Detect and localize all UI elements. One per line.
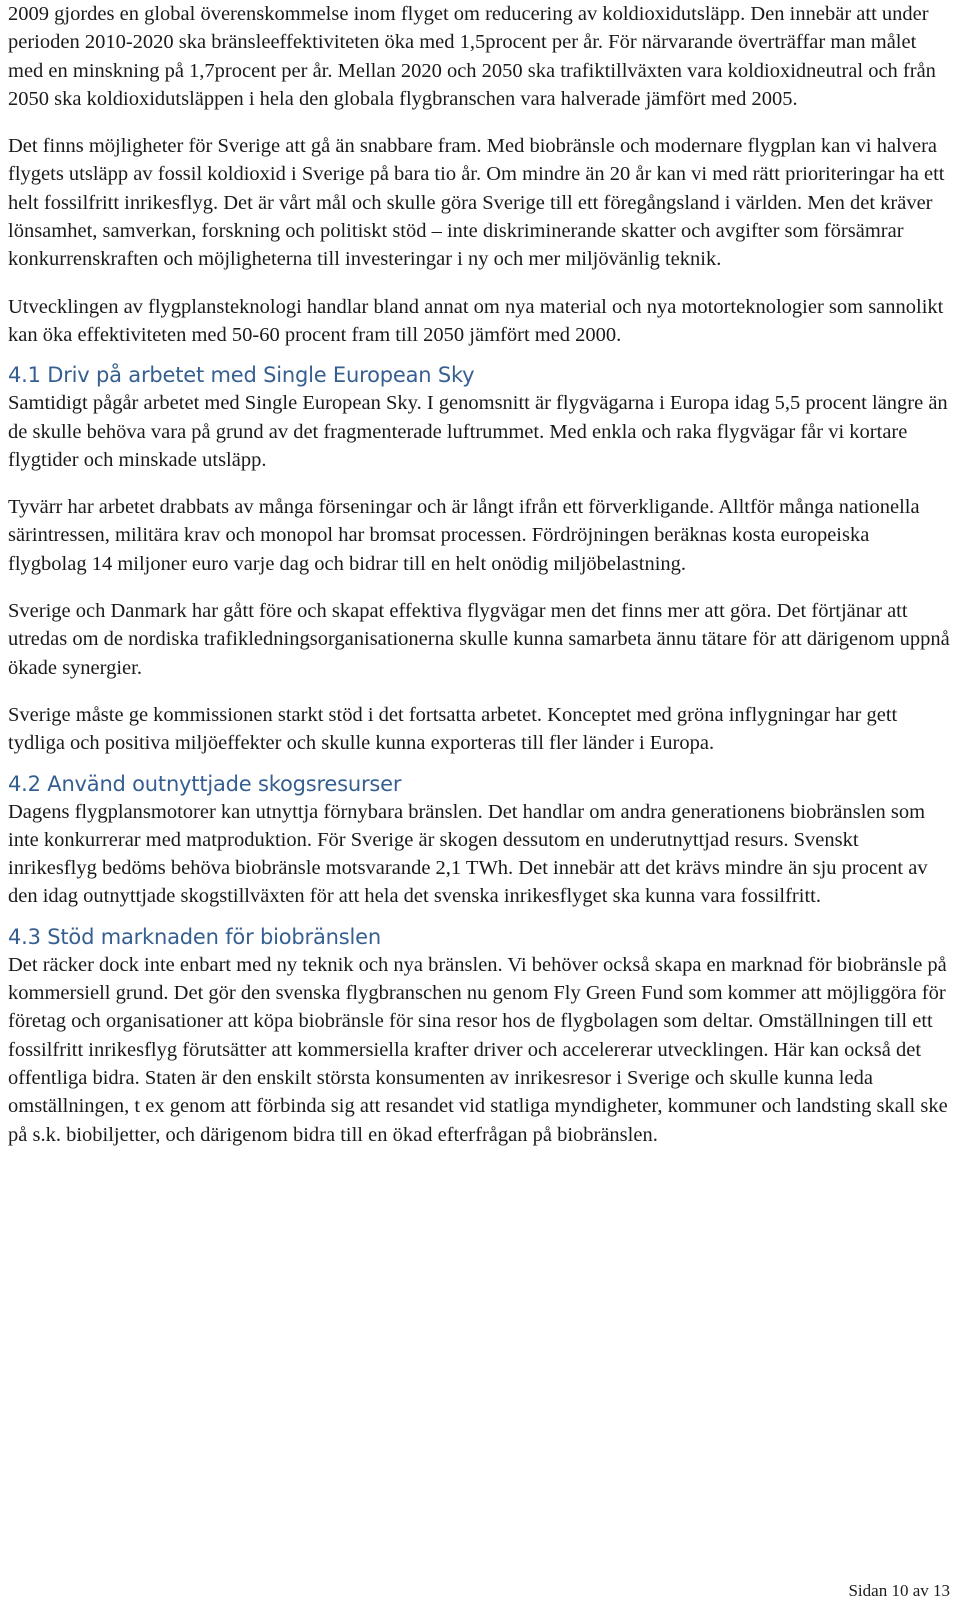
- section-heading-4-1: 4.1 Driv på arbetet med Single European Sky: [8, 363, 475, 388]
- section-4-3-paragraph-1: Det räcker dock inte enbart med ny teknik och nya bränslen. Vi behöver också skapa en marknad för biobränsle på kommersiell grund. Det gör den svenska flygbranschen nu genom Fly Green Fund som kommer att möjliggöra för företag och organisationer att köpa biobränsle för sina resor hos de flygbolagen som deltar. Omställningen till ett fossilfritt inrikesflyg förutsätter att kommersiella krafter driver och accelererar utvecklingen. Här kan också det offentliga bidra. Staten är den enskilt största konsumenten av inrikesresor i Sverige och skulle kunna leda omställningen, t ex genom att förbinda sig att resandet vid statliga myndigheter, kommuner och landsting skall ske på s.k. biobiljetter, och därigenom bidra till en ökad efterfrågan på biobränslen.: [8, 953, 948, 1146]
- page-number: Sidan 10 av 13: [848, 1581, 950, 1600]
- paragraph-intro-3: Utvecklingen av flygplansteknologi handlar bland annat om nya material och nya motorteknologier som sannolikt kan öka effektiviteten med 50-60 procent fram till 2050 jämfört med 2000.: [8, 295, 944, 346]
- paragraph-intro-1: 2009 gjordes en global överenskommelse inom flyget om reducering av koldioxidutsläpp. Den innebär att under perioden 2010-2020 ska bränsleeffektiviteten öka med 1,5procent per år. För närvarande överträffar man målet med en minskning på 1,7procent per år. Mellan 2020 och 2050 ska trafiktillväxten vara koldioxidneutral och från 2050 ska koldioxidutsläppen i hela den globala flygbranschen vara halverade jämfört med 2005.: [8, 3, 936, 110]
- section-4-1-paragraph-4: Sverige måste ge kommissionen starkt stöd i det fortsatta arbetet. Konceptet med gröna inflygningar har gett tydliga och positiva miljöeffekter och skulle kunna exporteras till fler länder i Europa.: [8, 703, 898, 755]
- paragraph-intro-2: Det finns möjligheter för Sverige att gå än snabbare fram. Med biobränsle och modernare flygplan kan vi halvera flygets utsläpp av fossil koldioxid i Sverige på bara tio år. Om mindre än 20 år kan vi med rätt prioriteringar ha ett helt fossilfritt inrikesflyg. Det är vårt mål och skulle göra Sverige till ett föregångsland i världen. Men det kräver lönsamhet, samverkan, forskning och politiskt stöd – inte diskriminerande skatter och avgifter som försämrar konkurrenskraften och möjligheterna till investeringar i ny och mer miljövänlig teknik.: [8, 135, 945, 271]
- section-4-2-paragraph-1: Dagens flygplansmotorer kan utnyttja förnybara bränslen. Det handlar om andra generationens biobränslen som inte konkurrerar med matproduktion. För Sverige är skogen dessutom en underutnyttjad resurs. Svenskt inrikesflyg bedöms behöva biobränsle motsvarande 2,1 TWh. Det innebär att det krävs mindre än sju procent av den idag outnyttjade skogstillväxten för att hela det svenska inrikesflyget ska kunna vara fossilfritt.: [8, 800, 928, 908]
- section-4-1-paragraph-3: Sverige och Danmark har gått före och skapat effektiva flygvägar men det finns mer att göra. Det förtjänar att utredas om de nordiska trafikledningsorganisationerna skulle kunna samarbeta ännu tätare för att därigenom uppnå ökade synergier.: [8, 600, 950, 679]
- document-page: [8, 0, 952, 1149]
- section-4-1-paragraph-2: Tyvärr har arbetet drabbats av många förseningar och är långt ifrån ett förverkligande. Alltför många nationella särintressen, militära krav och monopol har bromsat processen. Fördröjningen beräknas kosta europeiska flygbolag 14 miljoner euro varje dag och bidrar till en helt onödig miljöbelastning.: [8, 496, 920, 575]
- section-heading-4-2: 4.2 Använd outnyttjade skogsresurser: [8, 771, 402, 796]
- section-heading-4-3: 4.3 Stöd marknaden för biobränslen: [8, 924, 381, 949]
- section-4-1-paragraph-1: Samtidigt pågår arbetet med Single European Sky. I genomsnitt är flygvägarna i Europa idag 5,5 procent längre än de skulle behöva vara på grund av det fragmenterade luftrummet. Med enkla och raka flygvägar får vi kortare flygtider och minskade utsläpp.: [8, 392, 948, 471]
